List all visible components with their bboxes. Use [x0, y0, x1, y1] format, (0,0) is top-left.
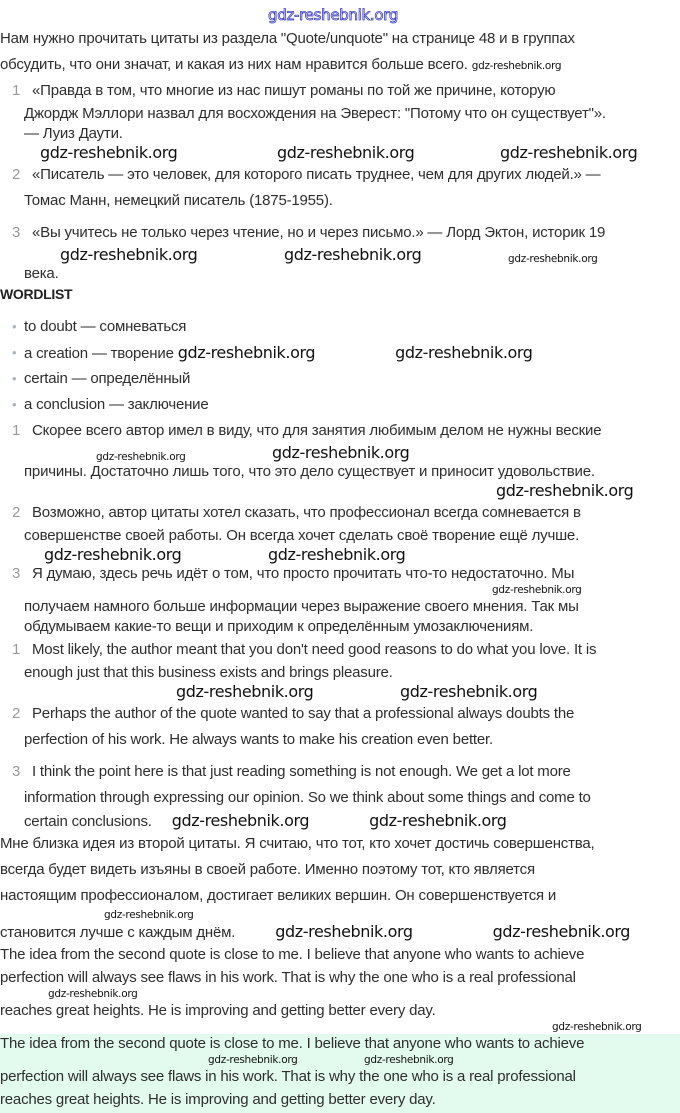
- intro-line-1-row: [0, 26, 680, 52]
- watermark: gdz-reshebnik.org: [364, 1054, 454, 1066]
- answer-ru-1-line-2: причины. Достаточно лишь того, что это дело существует и приносит удовольствие.: [24, 463, 595, 480]
- answer-en-2-row-1: [0, 701, 680, 727]
- quote-1-row-2: [0, 104, 680, 124]
- watermark: gdz-reshebnik.org: [500, 143, 638, 162]
- watermark-row: [0, 909, 680, 922]
- wordlist-item-row: [0, 314, 680, 340]
- answer-number: 3: [12, 763, 21, 780]
- intro-line-2-row: [0, 52, 680, 78]
- watermark: gdz-reshebnik.org: [40, 143, 178, 162]
- quote-1-line-1: «Правда в том, что многие из нас пишут романы по той же причине, которую: [32, 82, 556, 99]
- quote-1-line-3: — Луиз Даути.: [24, 125, 123, 142]
- watermark-row: [0, 444, 680, 462]
- answer-ru-3-row-2: [0, 597, 680, 617]
- answer-ru-3-line-3: обдумываем какие-то вещи и приходим к определённым умозаключениям.: [24, 618, 534, 635]
- watermark: gdz-reshebnik.org: [177, 343, 316, 362]
- watermark: gdz-reshebnik.org: [552, 1021, 642, 1033]
- watermark: gdz-reshebnik.org: [171, 811, 310, 830]
- answer-en-1-line-1: Most likely, the author meant that you don't need good reasons to do what you love. It is: [32, 641, 597, 658]
- bullet-icon: •: [12, 371, 17, 386]
- watermark: gdz-reshebnik.org: [44, 545, 182, 564]
- watermark-row: [0, 683, 680, 701]
- answer-ru-3-row-1: [0, 564, 680, 584]
- quote-2-line-1: «Писатель — это человек, для которого писать труднее, чем для других людей.» —: [32, 166, 601, 183]
- watermark: gdz-reshebnik.org: [284, 245, 422, 264]
- intro-line-1: Нам нужно прочитать цитаты из раздела "Quote/unquote" на странице 48 и в группах: [0, 30, 575, 47]
- header-row: [0, 0, 680, 26]
- quote-number: 3: [12, 224, 21, 241]
- answer-en-1-line-2: enough just that this business exists and brings pleasure.: [24, 664, 393, 681]
- answer-ru-2-row-1: [0, 500, 680, 526]
- wordlist-heading-row: [0, 284, 680, 304]
- quote-1-row-3: [0, 124, 680, 144]
- watermark: gdz-reshebnik.org: [176, 682, 314, 701]
- quote-2-row-2: [0, 188, 680, 214]
- quote-3-row-2: [0, 264, 680, 284]
- watermark: gdz-reshebnik.org: [492, 584, 582, 596]
- watermark: gdz-reshebnik.org: [275, 922, 413, 941]
- opinion-en-line-3: reaches great heights. He is improving and getting better every day.: [0, 1002, 436, 1019]
- opinion-ru-line-4: становится лучше с каждым днём.: [0, 924, 236, 941]
- answer-en-2-line-1: Perhaps the author of the quote wanted to say that a professional always doubts the: [32, 705, 575, 722]
- opinion-ru-row-4: [0, 922, 680, 942]
- watermark: gdz-reshebnik.org: [208, 1054, 298, 1066]
- bullet-icon: •: [12, 319, 17, 334]
- watermark: gdz-reshebnik.org: [60, 245, 198, 264]
- watermark-row: [0, 246, 680, 264]
- highlighted-row-2: [0, 1067, 680, 1087]
- quote-1-row-1: [0, 78, 680, 104]
- wordlist-item: a conclusion — заключение: [24, 396, 209, 413]
- quote-3-line-2: века.: [24, 265, 59, 282]
- answer-number: 1: [12, 641, 21, 658]
- watermark: gdz-reshebnik.org: [96, 451, 186, 463]
- opinion-en-row-3: [0, 1001, 680, 1021]
- watermark: gdz-reshebnik.org: [104, 909, 194, 921]
- watermark-top: gdz-reshebnik.org: [268, 6, 399, 24]
- answer-en-3-line-2: information through expressing our opinion. So we think about some things and come to: [24, 789, 591, 806]
- answer-ru-2-line-1: Возможно, автор цитаты хотел сказать, что профессионал всегда сомневается в: [32, 504, 581, 521]
- opinion-ru-row-1: [0, 831, 680, 857]
- answer-number: 2: [12, 705, 21, 722]
- answer-ru-3-row-3: [0, 617, 680, 637]
- wordlist-item-row: [0, 392, 680, 418]
- opinion-en-row-2: [0, 968, 680, 988]
- answer-number: 2: [12, 504, 21, 521]
- watermark: gdz-reshebnik.org: [508, 253, 598, 265]
- opinion-en-row-1: [0, 942, 680, 968]
- wordlist-item: a creation — творение: [24, 345, 174, 362]
- wordlist-item-row: [0, 340, 680, 366]
- quote-2-row-1: [0, 162, 680, 188]
- opinion-en-line-1: The idea from the second quote is close to me. I believe that anyone who wants to achieve: [0, 946, 585, 963]
- highlighted-line-1: The idea from the second quote is close to me. I believe that anyone who wants to achieve: [0, 1035, 585, 1052]
- answer-en-3-row-2: [0, 785, 680, 811]
- watermark: gdz-reshebnik.org: [471, 60, 562, 72]
- highlighted-line-2: perfection will always see flaws in his work. That is why the one who is a real professional: [0, 1068, 576, 1085]
- watermark: gdz-reshebnik.org: [496, 481, 634, 500]
- wordlist-item: to doubt — сомневаться: [24, 318, 187, 335]
- answer-ru-1-row-2: [0, 462, 680, 482]
- answer-ru-2-line-2: совершенстве своей работы. Он всегда хочет сделать своё творение ещё лучше.: [24, 527, 580, 544]
- watermark: gdz-reshebnik.org: [268, 545, 406, 564]
- watermark-row: [0, 584, 680, 597]
- quote-number: 1: [12, 82, 21, 99]
- quote-1-line-2: Джордж Мэллори назвал для восхождения на Эверест: "Потому что он существует"».: [24, 105, 606, 122]
- highlighted-row-1: [0, 1034, 680, 1054]
- answer-ru-3-line-2: получаем намного больше информации через выражение своего мнения. Так мы: [24, 598, 579, 615]
- answer-en-2-row-2: [0, 727, 680, 753]
- wordlist-heading: WORDLIST: [0, 286, 73, 302]
- watermark: gdz-reshebnik.org: [272, 443, 410, 462]
- spacer: [0, 304, 680, 314]
- answer-ru-1-line-1: Скорее всего автор имел в виду, что для занятия любимым делом не нужны веские: [32, 422, 602, 439]
- opinion-ru-line-1: Мне близка идея из второй цитаты. Я считаю, что тот, кто хочет достичь совершенства,: [0, 835, 595, 852]
- wordlist-item-row: [0, 366, 680, 392]
- watermark: gdz-reshebnik.org: [400, 682, 538, 701]
- watermark-row: [0, 1054, 680, 1067]
- watermark-row: [0, 546, 680, 564]
- opinion-ru-line-3: настоящим профессионалом, достигает великих вершин. Он совершенствуется и: [0, 887, 557, 904]
- watermark-row: [0, 144, 680, 162]
- watermark-row: [0, 988, 680, 1001]
- highlighted-line-3: reaches great heights. He is improving and getting better every day.: [0, 1091, 436, 1108]
- answer-en-3-line-1: I think the point here is that just reading something is not enough. We get a lot more: [32, 763, 571, 780]
- opinion-ru-row-2: [0, 857, 680, 883]
- highlighted-answer-box: [0, 1034, 680, 1113]
- opinion-en-line-2: perfection will always see flaws in his work. That is why the one who is a real professional: [0, 969, 576, 986]
- bullet-icon: •: [12, 345, 17, 360]
- quote-3-row-1: [0, 220, 680, 246]
- bullet-icon: •: [12, 397, 17, 412]
- answer-ru-1-row-1: [0, 418, 680, 444]
- wordlist-item: certain — определённый: [24, 370, 191, 387]
- watermark: gdz-reshebnik.org: [277, 143, 415, 162]
- watermark: gdz-reshebnik.org: [492, 922, 631, 941]
- answer-number: 3: [12, 565, 21, 582]
- watermark: gdz-reshebnik.org: [395, 343, 533, 362]
- answer-ru-3-line-1: Я думаю, здесь речь идёт о том, что просто прочитать что-то недостаточно. Мы: [32, 565, 575, 582]
- quote-3-line-1: «Вы учитесь не только через чтение, но и через письмо.» — Лорд Эктон, историк 19: [32, 224, 606, 241]
- answer-en-2-line-2: perfection of his work. He always wants to make his creation even better.: [24, 731, 493, 748]
- highlighted-row-3: [0, 1087, 680, 1113]
- answer-en-3-row-3: [0, 811, 680, 831]
- quote-number: 2: [12, 166, 21, 183]
- answer-ru-2-row-2: [0, 526, 680, 546]
- answer-en-3-row-1: [0, 759, 680, 785]
- opinion-ru-row-3: [0, 883, 680, 909]
- watermark: gdz-reshebnik.org: [369, 811, 507, 830]
- quote-2-line-2: Томас Манн, немецкий писатель (1875-1955).: [24, 192, 333, 209]
- answer-en-1-row-2: [0, 663, 680, 683]
- answer-en-1-row-1: [0, 637, 680, 663]
- watermark-row: [0, 1021, 680, 1034]
- watermark: gdz-reshebnik.org: [48, 988, 138, 1000]
- answer-number: 1: [12, 422, 21, 439]
- opinion-ru-line-2: всегда будет видеть изъяны в своей работе. Именно поэтому тот, кто является: [0, 861, 535, 878]
- answer-en-3-line-3: certain conclusions.: [24, 813, 152, 830]
- intro-line-2: обсудить, что они значат, и какая из них нам нравится больше всего.: [0, 56, 468, 73]
- watermark-row: [0, 482, 680, 500]
